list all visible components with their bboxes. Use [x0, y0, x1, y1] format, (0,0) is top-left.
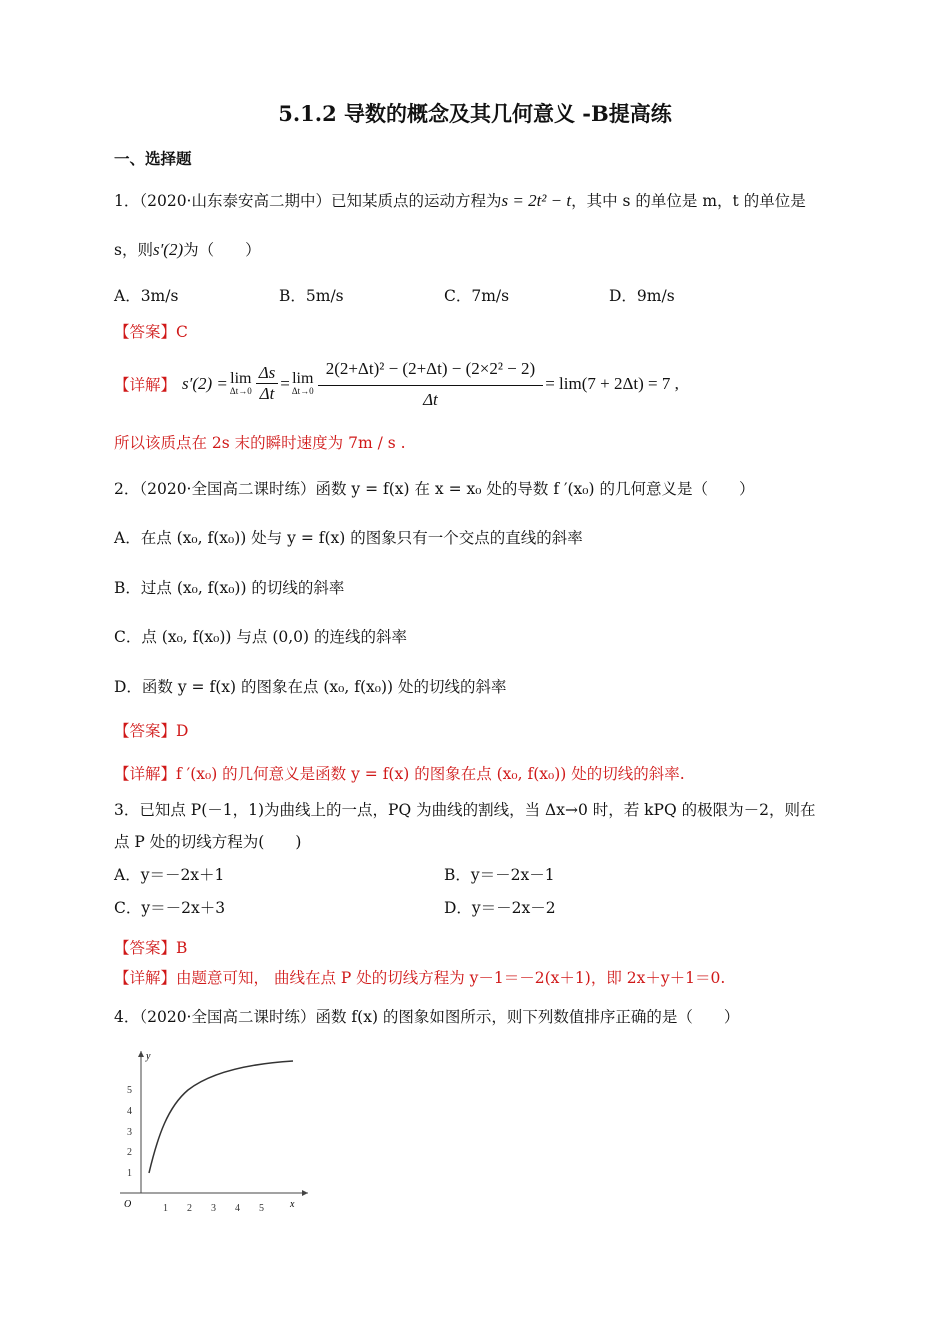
q1-detail-expr-b: = lim(7 + 2Δt) = 7 ,	[545, 373, 679, 393]
x-tick-3: 3	[211, 1203, 216, 1214]
y-axis-label: y	[146, 1051, 151, 1062]
question-3-stem-line2: 点 P 处的切线方程为( )	[114, 833, 302, 851]
question-2-stem: 2．（2020·全国高二课时练）函数 y = f(x) 在 x = x₀ 处的导数 f ′(x₀) 的几何意义是（ ）	[114, 480, 755, 498]
q1-stem-line2-prefix: s，则	[114, 241, 153, 259]
q2-detail: 【详解】f ′(x₀) 的几何意义是函数 y = f(x) 的图象在点 (x₀, f(x₀)) 处的切线的斜率.	[114, 765, 685, 783]
q2-option-d: D．函数 y = f(x) 的图象在点 (x₀, f(x₀)) 处的切线的斜率	[114, 678, 507, 696]
q1-equals: =	[280, 373, 290, 393]
y-tick-5: 5	[127, 1085, 132, 1096]
q1-option-b: B．5m/s	[279, 287, 344, 305]
x-tick-1: 1	[163, 1203, 168, 1214]
y-tick-2: 2	[127, 1147, 132, 1158]
q2-answer: 【答案】D	[114, 722, 189, 740]
question-1-stem	[114, 189, 806, 211]
q3-option-d: D．y＝－2x－2	[444, 899, 556, 917]
x-tick-4: 4	[235, 1203, 240, 1214]
x-tick-2: 2	[187, 1203, 192, 1214]
q3-option-c: C．y＝－2x＋3	[114, 899, 226, 917]
q1-stem-prefix: 1．（2020·山东泰安高二期中）已知某质点的运动方程为	[114, 192, 502, 210]
q1-fraction-1: $\frac{\Delta s}{\Delta t}$	[256, 363, 279, 404]
question-4-stem: 4．（2020·全国高二课时练）函数 f(x) 的图象如图所示，则下列数值排序正确的是（ ）	[114, 1008, 740, 1026]
q1-option-d: D．9m/s	[609, 287, 675, 305]
q2-option-b: B．过点 (x₀, f(x₀)) 的切线的斜率	[114, 579, 345, 597]
x-axis-label: x	[290, 1199, 295, 1210]
page-title: 5.1.2 导数的概念及其几何意义 -B提高练	[278, 101, 672, 126]
q3-detail: 【详解】由题意可知， 曲线在点 P 处的切线方程为 y－1＝－2(x＋1)，即 2x＋y＋1＝0.	[114, 969, 726, 987]
q1-option-c: C．7m/s	[444, 287, 510, 305]
q1-detail	[114, 357, 679, 410]
q1-detail-label: 【详解】	[114, 375, 177, 394]
q1-option-a: A．3m/s	[114, 287, 179, 305]
q3-answer: 【答案】B	[114, 939, 188, 957]
q3-option-a: A．y＝－2x＋1	[114, 866, 225, 884]
q2-option-a: A．在点 (x₀, f(x₀)) 处与 y = f(x) 的图象只有一个交点的直线的斜率	[114, 529, 583, 547]
section-heading: 一、选择题	[114, 149, 192, 168]
y-tick-1: 1	[127, 1168, 132, 1179]
q1-stem-expr: s′(2)	[152, 240, 184, 259]
question-1-stem-line2	[114, 238, 261, 260]
q2-option-c: C．点 (x₀, f(x₀)) 与点 (0,0) 的连线的斜率	[114, 628, 408, 646]
q1-limit-2: lim Δt→0	[291, 370, 314, 396]
q1-stem-line2-suffix: 为（ ）	[183, 241, 261, 259]
q1-answer: 【答案】C	[114, 323, 188, 341]
q1-fraction-2: $\frac{\text{2(2+Δt)² − (2+Δt) − (2×2² − 2)}}{\Delta t}$	[318, 357, 544, 410]
function-curve	[149, 1061, 293, 1173]
y-tick-4: 4	[127, 1106, 132, 1117]
q1-detail-line2: 所以该质点在 2s 末的瞬时速度为 7m / s .	[114, 434, 406, 452]
q3-option-b: B．y＝－2x－1	[444, 866, 555, 884]
origin-label: O	[124, 1199, 132, 1210]
q1-stem-suffix: ，其中 s 的单位是 m，t 的单位是	[571, 192, 806, 210]
q1-equation: s = 2t² − t	[501, 191, 572, 210]
y-tick-3: 3	[127, 1127, 132, 1138]
q1-limit-1: lim Δt→0	[229, 370, 252, 396]
question-3-stem-line1: 3．已知点 P(－1，1)为曲线上的一点，PQ 为曲线的割线，当 Δx→0 时，若 kPQ 的极限为－2，则在	[114, 801, 816, 819]
q1-detail-expr-a: s′(2) =	[182, 373, 228, 393]
function-graph	[110, 1045, 320, 1225]
x-tick-5: 5	[259, 1203, 264, 1214]
